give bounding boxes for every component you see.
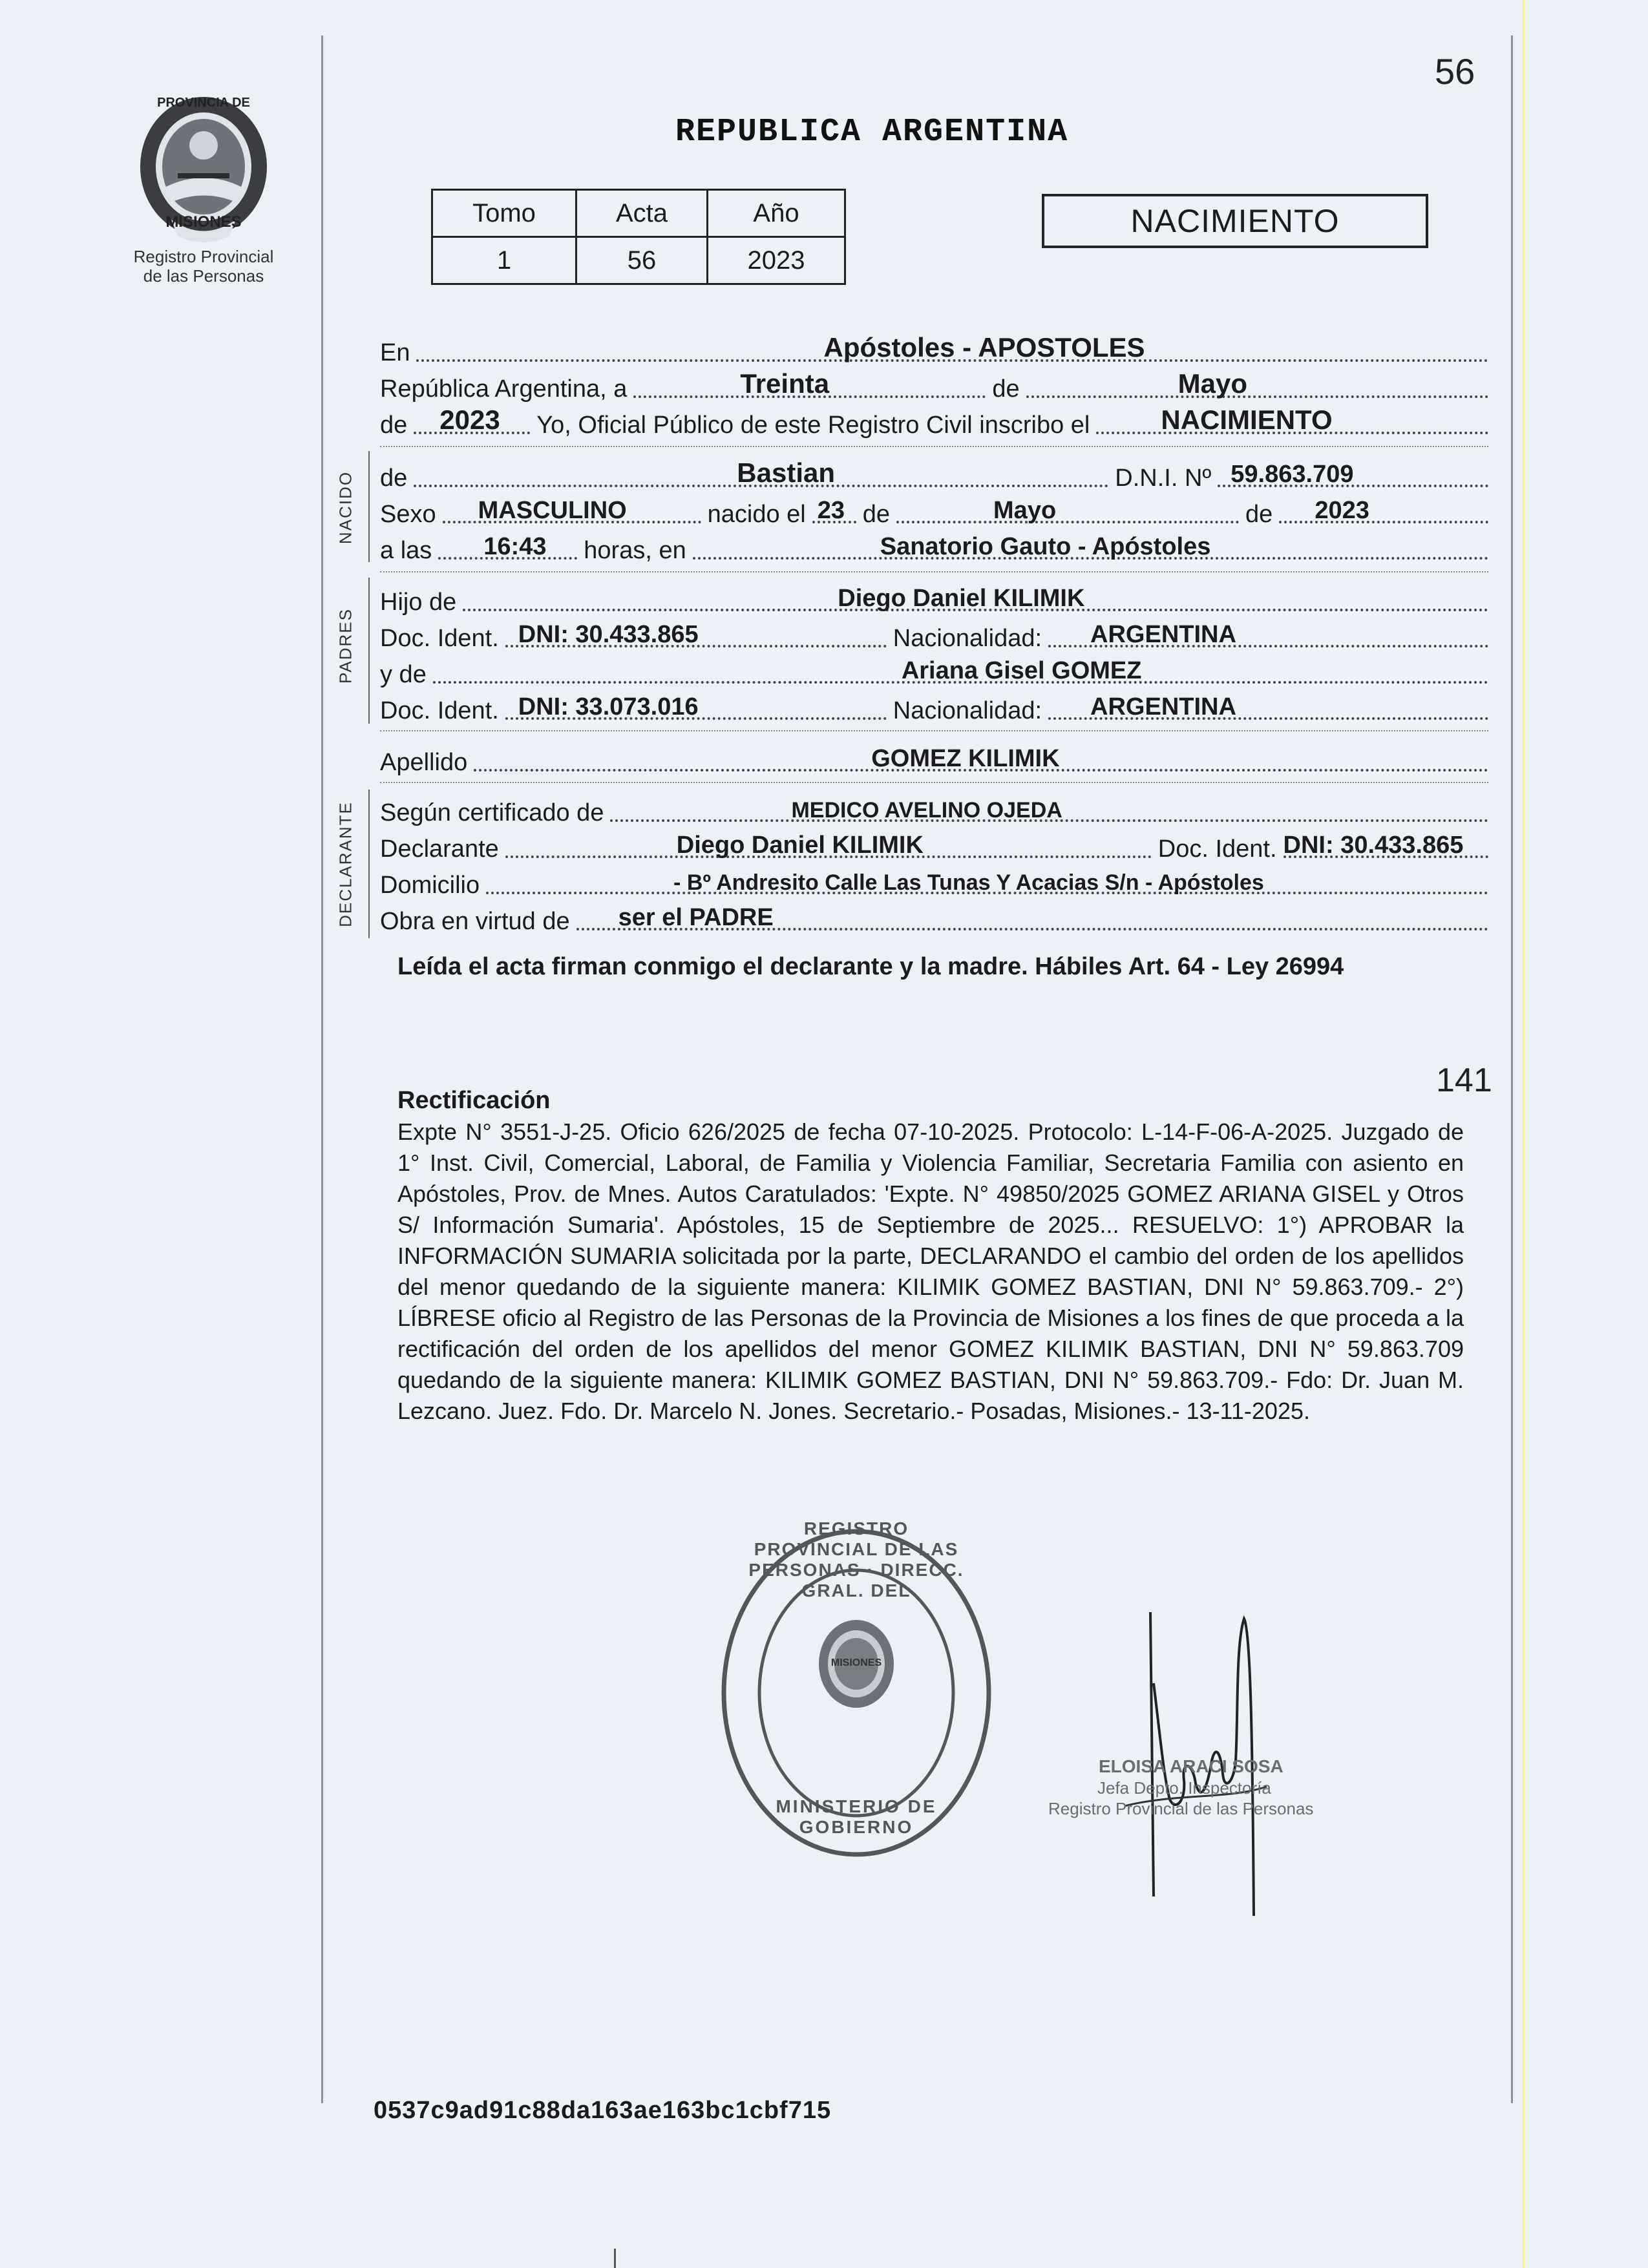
date-month: Mayo [1178,368,1248,399]
declarant-row [380,827,1488,863]
logo-caption [120,247,288,286]
rectification-body: Expte N° 3551-J-25. Oficio 626/2025 de fecha 07-10-2025. Protocolo: L-14-F-06-A-2025. Juzgado de 1° Inst. Civil, Comercial, Laboral, de Familia y Violencia Familiar, Secretaria Familia con asiento en Apóstoles, Prov. de Mnes. Autos Caratulados: 'Expte. N° 49850/2025 GOMEZ ARIANA GISEL y Otros S/ Información Sumaria'. Apóstoles, 15 de Septiembre de 2025... RESUELVO: 1°) APROBAR la INFORMACIÓN SUMARIA solicitada por la parte, DECLARANDO el cambio del orden de los apellidos del menor quedando de la siguiente manera: KILIMIK GOMEZ BASTIAN, DNI N° 59.863.709.- 2°) LÍBRESE oficio al Registro de las Personas de la Provincia de Misiones a los fines de que proceda a la rectificación del orden de los apellidos del menor GOMEZ KILIMIK BASTIAN, DNI N° 59.863.709 quedando de la siguiente manera: KILIMIK GOMEZ BASTIAN, DNI N° 59.863.709.- Fdo: Dr. Juan M. Lezcano. Juez. Fdo. Dr. Marcelo N. Jones. Secretario.- Posadas, Misiones.- 13-11-2025. [397,1118,1464,1424]
reference-value-row [432,237,845,284]
separator-3 [380,730,1488,731]
stamp-emblem-text: MISIONES [830,1657,882,1668]
father-doc-label: Doc. Ident. [380,625,499,652]
mother-doc: DNI: 33.073.016 [518,693,699,720]
record-statement: Yo, Oficial Público de este Registro Civil inscribo el [536,412,1090,439]
address-value: - Bº Andresito Calle Las Tunas Y Acacias S/n - Apóstoles [673,870,1264,895]
logo-caption-line2: de las Personas [143,266,264,286]
surname-value: GOMEZ KILIMIK [871,745,1060,772]
born-de-label-2: de [1245,501,1273,528]
address-label: Domicilio [380,872,480,899]
certificate-value: MEDICO AVELINO OJEDA [791,798,1062,823]
value-acta: 56 [576,237,708,284]
section-label-nacido: NACIDO [335,470,355,545]
father-doc: DNI: 30.433.865 [518,621,699,648]
mother-name: Ariana Gisel GOMEZ [901,657,1142,684]
child-birth-row [380,492,1488,529]
separator-2 [380,571,1488,572]
right-margin-line [1511,36,1513,2103]
record-label-de: de [380,412,408,439]
surname-row [380,740,1488,777]
reference-header-row [432,190,845,237]
header-acta: Acta [576,190,708,237]
father-label: Hijo de [380,589,457,616]
date-row [380,367,1488,403]
father-doc-row [380,616,1488,653]
surname-label: Apellido [380,749,468,776]
scan-artifact-line [1523,0,1525,2268]
logo-caption-line1: Registro Provincial [133,247,274,266]
virtue-label: Obra en virtud de [380,908,570,935]
father-name: Diego Daniel KILIMIK [838,585,1085,612]
declarant-doc: DNI: 30.433.865 [1283,832,1464,859]
separator-1 [380,446,1488,447]
signer-role: Jefa Depto. Inspectoría [1097,1778,1271,1798]
child-dni: 59.863.709 [1231,461,1354,488]
signing-note: Leída el acta firman conmigo el declarante y la madre. Hábiles Art. 64 - Ley 26994 [397,953,1344,980]
father-nat-label: Nacionalidad: [893,625,1042,652]
stamp-inner-text: MINISTERIO DE GOBIERNO [776,1796,937,1837]
sex-value: MASCULINO [478,497,627,524]
mother-doc-row [380,689,1488,725]
header-tomo: Tomo [432,190,576,237]
child-name: Bastian [737,457,835,488]
mother-nationality: ARGENTINA [1090,693,1236,720]
nacido-bar [368,451,370,562]
rectification-number: 141 [1436,1062,1492,1099]
logo-seal-bottom-text: MISIONES [165,213,242,231]
mother-nat-label: Nacionalidad: [893,697,1042,724]
born-day: 23 [817,497,845,524]
logo-seal-top-text: PROVINCIA DE [157,96,250,110]
value-ano: 2023 [708,237,845,284]
declarante-bar [368,790,370,938]
declarant-doc-label: Doc. Ident. [1157,835,1277,863]
virtue-row [380,899,1488,936]
certificate-row [380,791,1488,827]
address-row [380,863,1488,899]
page-number: 56 [1435,51,1475,92]
record-type: NACIMIENTO [1161,404,1333,435]
header-ano: Año [708,190,845,237]
certificate-label: Según certificado de [380,799,604,826]
father-row [380,580,1488,616]
birth-place: Sanatorio Gauto - Apóstoles [880,533,1211,560]
left-margin-line [321,36,323,2103]
mother-doc-label: Doc. Ident. [380,697,499,724]
date-label-a: República Argentina, a [380,375,628,403]
sex-label: Sexo [380,501,436,528]
section-label-declarante: DECLARANTE [335,801,355,927]
virtue-value: ser el PADRE [618,904,774,931]
reference-table [431,189,846,285]
child-time-row [380,529,1488,565]
document-type-box: NACIMIENTO [1042,194,1428,248]
born-label: nacido el [707,501,806,528]
signer-org: Registro Provincial de las Personas [1048,1799,1314,1818]
born-month: Mayo [993,497,1057,524]
time-label: a las [380,537,432,564]
birth-place-label: horas, en [584,537,686,564]
document-hash: 0537c9ad91c88da163ae163bc1cbf715 [374,2097,832,2124]
born-year: 2023 [1315,497,1369,524]
child-name-label: de [380,465,408,492]
rectification-title: Rectificación [397,1087,551,1114]
padres-bar [368,578,370,724]
document-title: REPUBLICA ARGENTINA [675,114,1069,151]
declarant-name: Diego Daniel KILIMIK [676,832,924,859]
child-name-row [380,456,1488,492]
signer-name: ELOISA ARACI SOSA [1099,1756,1284,1776]
date-day: Treinta [740,368,830,399]
born-de-label: de [862,501,891,528]
stamp-ring-text: REGISTRO PROVINCIAL DE LAS PERSONAS · DIRECC. GRAL. DEL [748,1518,964,1601]
birth-time: 16:43 [483,533,547,560]
place-row [380,331,1488,367]
place-value: Apóstoles - APOSTOLES [823,332,1145,362]
separator-4 [380,782,1488,783]
place-label: En [380,339,410,366]
record-year: 2023 [439,404,500,435]
mother-label: y de [380,661,427,688]
date-label-de: de [992,375,1020,403]
mother-row [380,653,1488,689]
value-tomo: 1 [432,237,576,284]
child-dni-label: D.N.I. Nº [1115,465,1212,492]
record-row [380,403,1488,439]
bottom-tick [614,2249,616,2268]
section-label-padres: PADRES [335,608,355,684]
father-nationality: ARGENTINA [1090,621,1236,648]
declarant-label: Declarante [380,835,499,863]
